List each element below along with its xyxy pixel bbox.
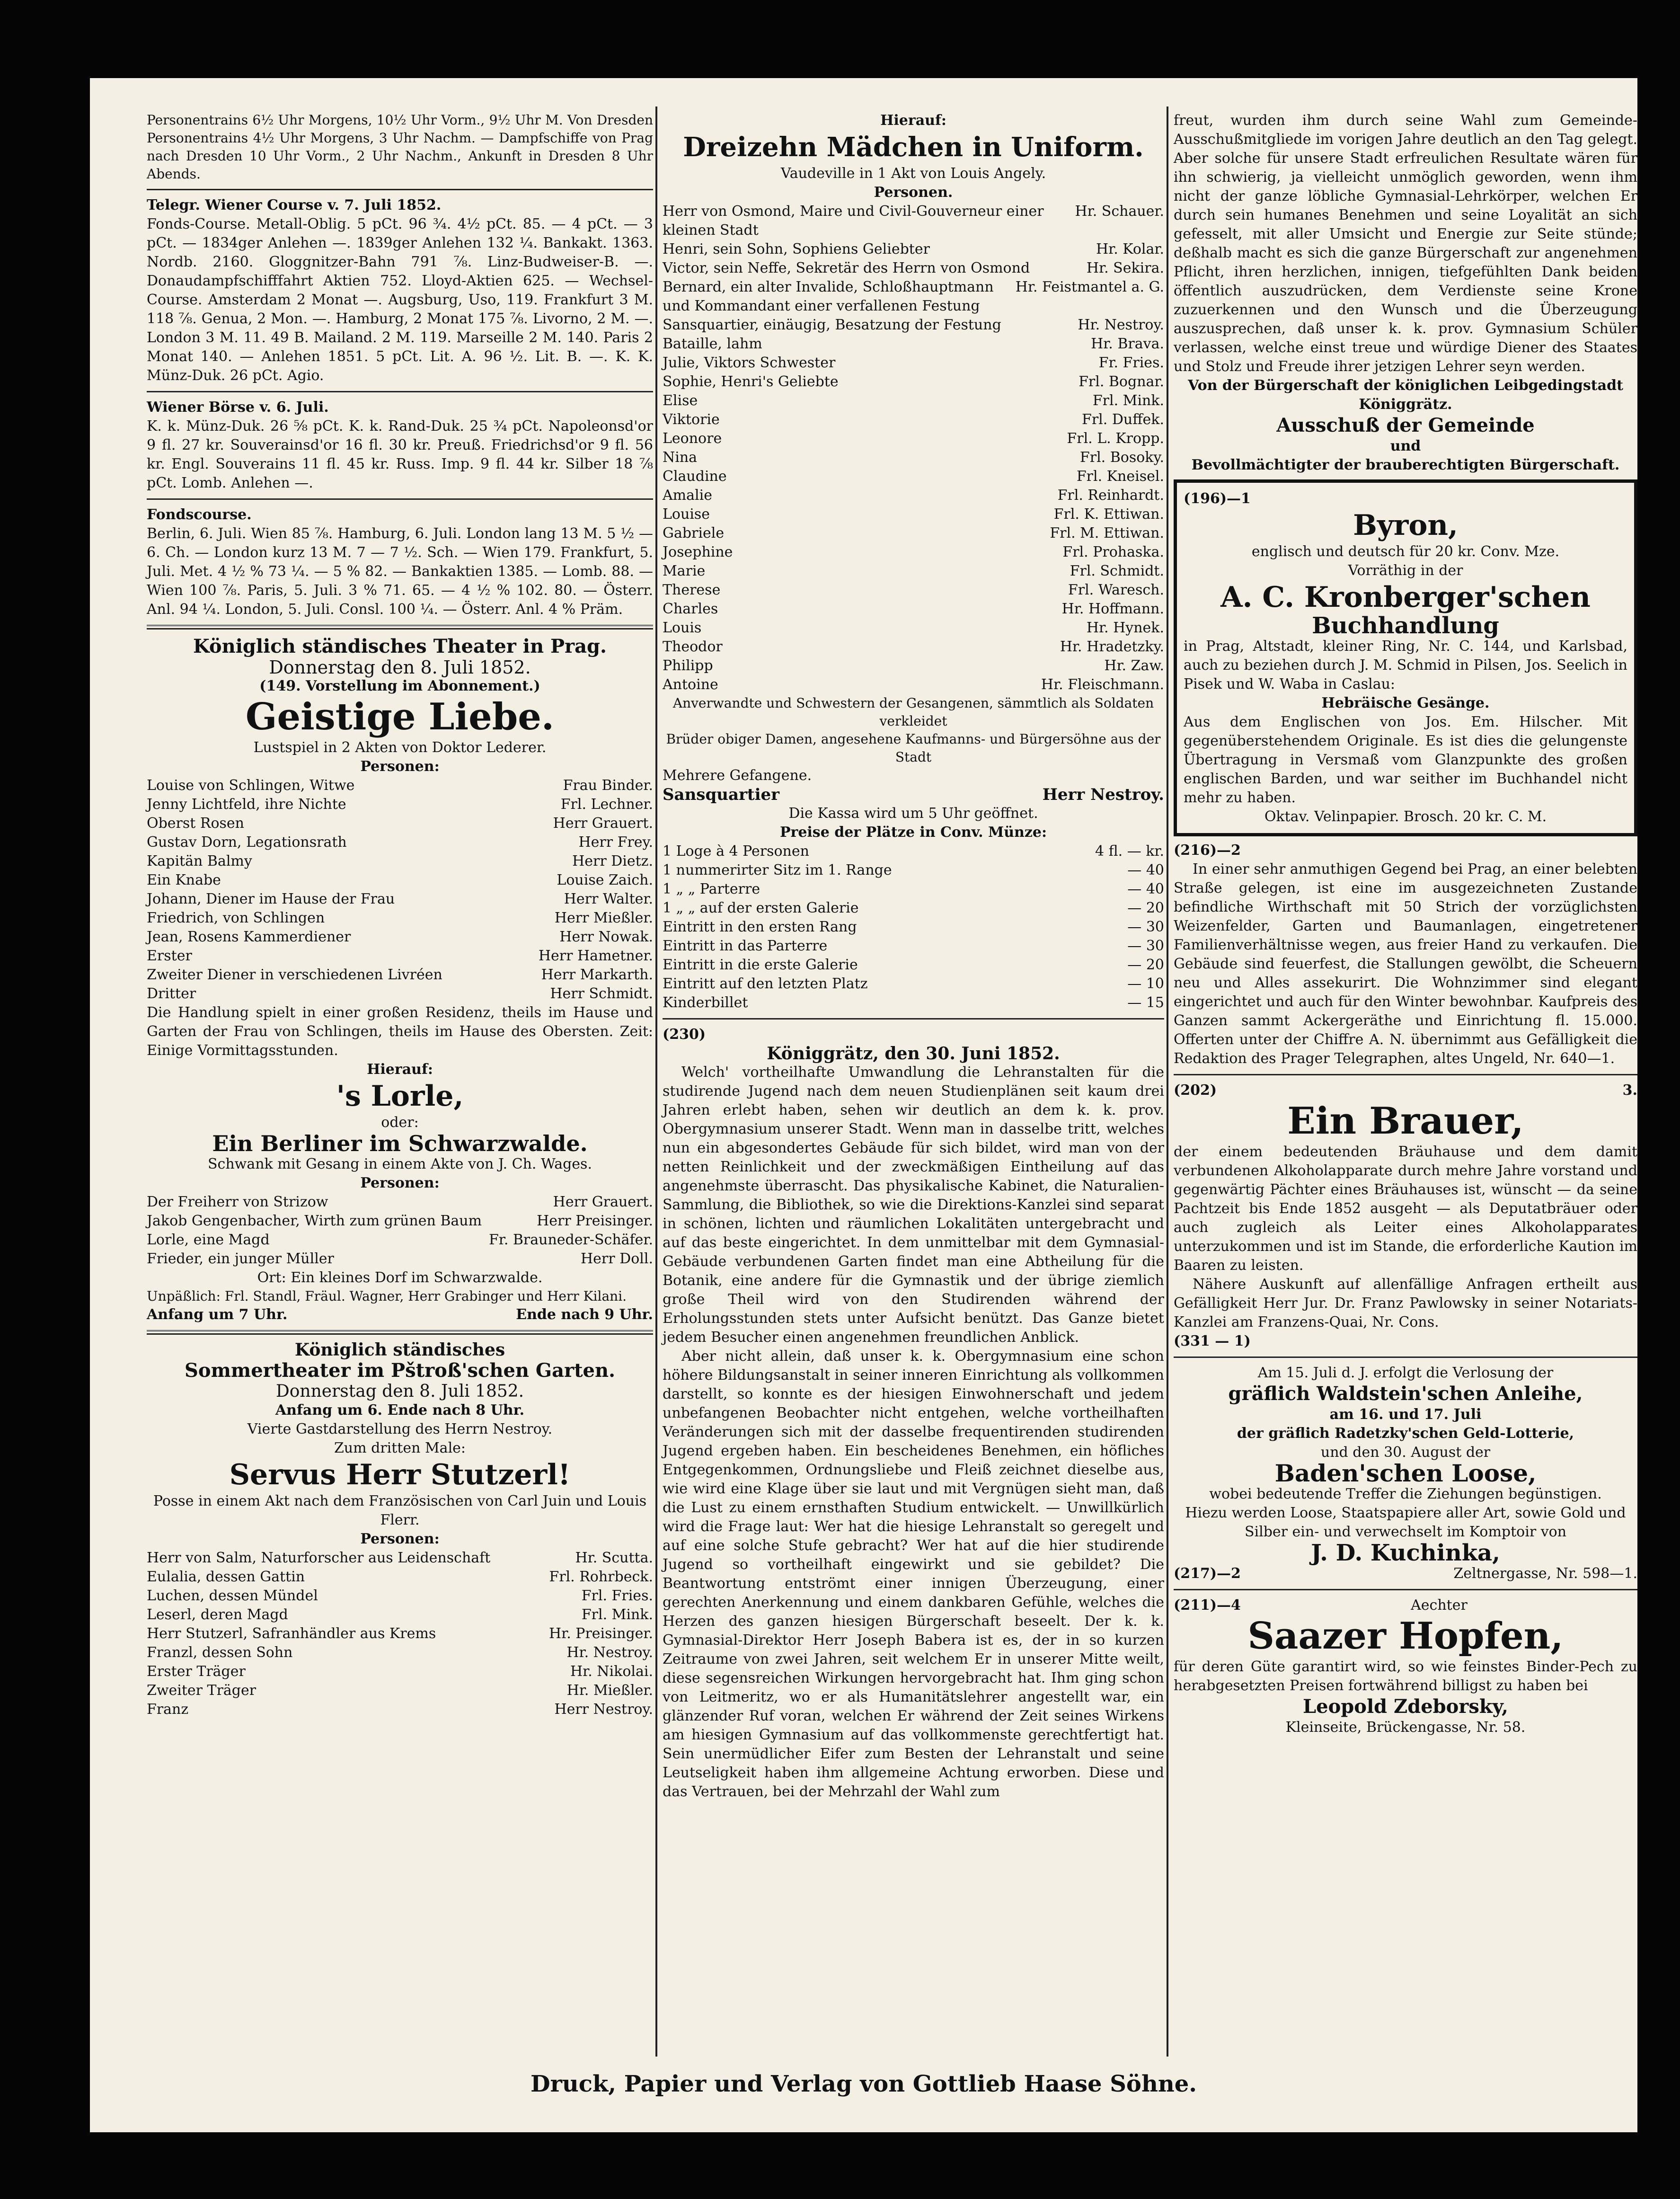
hebr-text: Aus dem Englischen von Jos. Em. Hilscher. Mit gegenüberstehendem Originale. Es ist dies die gelungenste Übertragung in Versmaß vom Glanzpunkte des großen englischen Barden, und war seither im Buchhandel nicht mehr zu haben. [1184, 714, 1627, 806]
zdeborsky-address: Kleinseite, Brückengasse, Nr. 58. [1285, 1719, 1526, 1736]
cast-row-label: Marie [663, 563, 706, 579]
ad202-header [1174, 1081, 1637, 1100]
cast-row-value: Hr. Hynek. [1086, 620, 1164, 636]
kuchinka-row [1174, 1564, 1637, 1583]
cast-row [663, 391, 1164, 410]
col2-cast-note2: Brüder obiger Damen, angesehene Kaufmanns- und Bürgersöhne aus der Stadt [666, 731, 1161, 765]
cast-row-value: Herr Hametner. [538, 948, 653, 964]
cast-row-label: Franzl, dessen Sohn [147, 1644, 293, 1661]
lotto-line-4: der gräflich Radetzky'schen Geld-Lotterie, [1237, 1425, 1574, 1442]
hebr-foot: Oktav. Velinpapier. Brosch. 20 kr. C. M. [1264, 808, 1547, 825]
lotto-line-7: wobei bedeutende Treffer die Ziehungen begünstigen. [1209, 1486, 1602, 1502]
cast-row [663, 410, 1164, 429]
hebr-title: Hebräische Gesänge. [1321, 695, 1490, 711]
cast-row-label: Gustav Dorn, Legationsrath [147, 834, 347, 851]
cast-row [663, 448, 1164, 467]
col3-signed-by: Von der Bürgerschaft der königlichen Leibgedingstadt Königgrätz. [1188, 377, 1623, 413]
play3-personen: Personen: [360, 1531, 440, 1547]
col2-personen: Personen. [874, 184, 953, 201]
cast-row-value: Fr. Fries. [1098, 355, 1164, 371]
byron-ad-box [1174, 479, 1637, 836]
ad217-number: (217)—2 [1174, 1565, 1241, 1582]
cast-row [147, 928, 653, 947]
cast-row-value: Hr. Nikolai. [570, 1663, 653, 1680]
cast-row-value: Hr. Nestroy. [566, 1644, 653, 1661]
price-row-value: — 30 [1127, 938, 1164, 954]
play1-personen: Personen: [360, 758, 440, 775]
cast-row-label: Antoine [663, 676, 718, 693]
cast-row-label: Philipp [663, 657, 713, 674]
buchhandlung-title: Buchhandlung [1312, 612, 1499, 639]
cast-row-label: Jakob Gengenbacher, Wirth zum grünen Baum [147, 1213, 482, 1229]
cast-row [663, 505, 1164, 524]
summer-date: Donnerstag den 8. Juli 1852. [275, 1382, 524, 1401]
kuchinka-name: J. D. Kuchinka, [1311, 1540, 1500, 1566]
price-row-value: — 20 [1127, 957, 1164, 973]
play1-subtitle: Lustspiel in 2 Akten von Doktor Lederer. [253, 739, 547, 756]
col2-sansq-row [663, 785, 1164, 804]
price-row-label: Eintritt in den ersten Rang [663, 919, 857, 935]
byron-ad-number: (196)—1 [1184, 490, 1251, 507]
cast-row-value: Hr. Brava. [1091, 336, 1164, 352]
summer-time: Anfang um 6. Ende nach 8 Uhr. [275, 1402, 525, 1419]
cast-row [663, 524, 1164, 543]
cast-row [663, 354, 1164, 372]
col2-article-title: Königgrätz, den 30. Juni 1852. [767, 1044, 1060, 1064]
cast-row-value: Herr Schmidt. [550, 985, 653, 1002]
ad211-number: (211)—4 [1174, 1597, 1241, 1614]
price-row-value: — 15 [1127, 994, 1164, 1011]
lotto-line-1: Am 15. Juli d. J. erfolgt die Verlosung der [1257, 1365, 1554, 1381]
col3-ausschuss: Ausschuß der Gemeinde [1276, 414, 1535, 436]
theater-date: Donnerstag den 8. Juli 1852. [269, 657, 531, 678]
play2-cast-list [147, 1193, 653, 1268]
col2-play-subtitle: Vaudeville in 1 Akt von Louis Angely. [780, 165, 1046, 182]
price-row-value: — 40 [1127, 862, 1164, 878]
summer-title-2: Sommertheater im Pštroß'schen Garten. [185, 1359, 615, 1382]
cast-row [147, 1231, 653, 1250]
cast-row [147, 909, 653, 928]
cast-row [663, 656, 1164, 675]
cast-row [147, 776, 653, 795]
col2-kassa: Die Kassa wird um 5 Uhr geöffnet. [788, 805, 1038, 822]
col2-sansq: Sansquartier [663, 785, 780, 804]
cast-row-label: Viktorie [663, 411, 720, 428]
ad202-n: 3. [1622, 1082, 1637, 1099]
cast-row [147, 1568, 653, 1587]
cast-row-label: Gabriele [663, 525, 725, 541]
col2-preise-title: Preise der Plätze in Conv. Münze: [779, 824, 1047, 841]
col3-und: und [1390, 438, 1421, 454]
price-row [663, 899, 1164, 918]
cast-row-value: Hr. Hradetzky. [1060, 638, 1164, 655]
price-row-value: 4 fl. — kr. [1095, 843, 1164, 860]
cast-row-value: Herr Grauert. [553, 815, 653, 832]
cast-row-label: Herr von Salm, Naturforscher aus Leidenschaft [147, 1550, 491, 1566]
cast-row-value: Hr. Mießler. [566, 1682, 653, 1699]
play3-title: Servus Herr Stutzerl! [229, 1458, 571, 1491]
byron-vorrathig: Vorräthig in der [1348, 562, 1463, 579]
cast-row-value: Herr Preisinger. [537, 1213, 653, 1229]
cast-row [663, 202, 1164, 240]
price-row-value: — 20 [1127, 900, 1164, 916]
fonds-text: Berlin, 6. Juli. Wien 85 ⅞. Hamburg, 6. Juli. London lang 13 M. 5 ½ — 6. Ch. — London kurz 13 M. 7 — 7 ½. Sch. — Wien 179. Frankfurt, 5. Juli. Met. 4 ½ % 73 ¼. — 5 % 82. — Bankaktien 1385. — Lomb. 88. — Wien 100 ⅞. Paris, 5. Juli. 3 % 71. 65. — 4 ½ % 102. 80. — Österr. Anl. 94 ¼. London, 5. Juli. Consl. 100 ¼. — Österr. Anl. 4 % Präm. [147, 525, 653, 618]
cast-row-value: Hr. Sekira. [1086, 260, 1164, 276]
cast-row-label: Frieder, ein junger Müller [147, 1250, 334, 1267]
kronberger-title: A. C. Kronberger'schen [1220, 581, 1591, 614]
column-rule-1 [655, 106, 657, 2057]
cast-row [663, 467, 1164, 486]
cast-row [147, 795, 653, 814]
col2-nebst: Mehrere Gefangene. [663, 767, 812, 784]
hopfen-text: für deren Güte garantirt wird, so wie feinstes Binder-Pech zu herabgesetzten Preisen fortwährend billigst zu haben bei [1174, 1658, 1637, 1694]
cast-row-value: Hr. Feistmantel a. G. [1015, 279, 1164, 295]
brauer-title: Ein Brauer, [1287, 1100, 1524, 1143]
cast-row [147, 1549, 653, 1568]
play2-hierauf: Hierauf: [367, 1061, 433, 1078]
lotto-line-5: und den 30. August der [1320, 1444, 1491, 1461]
play2-personen: Personen: [360, 1175, 440, 1191]
play2-subtitle: Ein Berliner im Schwarzwalde. [212, 1131, 588, 1156]
cast-row-label: Amalie [663, 487, 712, 504]
ad202-number: (202) [1174, 1082, 1217, 1099]
cast-row-value: Hr. Schauer. [1075, 203, 1164, 220]
col2-article-p2: Aber nicht allein, daß unser k. k. Obergymnasium eine schon höhere Bildungsanstalt in seiner inneren Einrichtung als vollkommen darstellt, so konnte es der hiesigen Einwohnerschaft und jedem unbefangenen Beobachter nicht entgehen, welche vortheilhaften Veränderungen sich mit der dasselbe frequentirenden studirenden Jugend ergeben haben. Ein bescheidenes Benehmen, ein höfliches Entgegenkommen, Ordnungsliebe und Fleiß zeichnet dieselbe aus, wie wird eine Klage über sie laut und mit Vergnügen sieht man, daß die Lust zu einem ernsthaften Studium entwickelt. — Unwillkürlich wird die Frage laut: Wer hat die hiesige Lehranstalt so geregelt und auf eine solche Stufe gebracht? Wer hat auf die hier studirende Jugend so vortheilhaft eingewirkt und sie gebildet? Die Beantwortung entströmt einer innigen Überzeugung, einer gerechten Anerkennung und einem dankbaren Gefühle, welches die Herzen des ganzen hiesigen Bürgerschaft beseelt. Der k. k. Gymnasial-Direktor Herr Joseph Babera ist es, der in so kurzen Zeitraume von zwei Jahren, seit welchem Er in unserer Mitte weilt, diese segensreichen Wirkungen hervorgebracht hat. Ihm ging schon von Leitmeritz, wo er als Humanitätslehrer angestellt war, ein glänzender Ruf voran, welchen Er während der Zeit seines Wirkens am hiesigen Gymnasium auf das vollkommenste gerechtfertigt hat. Sein unermüdlicher Eifer zum Besten der Lehranstalt und seine Leutseligkeit haben ihm allgemeine Achtung erworben. Diese und das Vertrauen, bei der Mehrzahl der Wahl zum [663, 1348, 1164, 1800]
cast-row-label: Herr von Osmond, Maire und Civil-Gouverneur einer kleinen Stadt [663, 203, 1044, 239]
cast-row-value: Frl. Kneisel. [1076, 468, 1164, 485]
wiener-course-title: Telegr. Wiener Course v. 7. Juli 1852. [147, 197, 442, 213]
cast-row-label: Louise von Schlingen, Witwe [147, 777, 355, 794]
price-row [663, 993, 1164, 1012]
cast-row-value: Herr Markarth. [541, 966, 653, 983]
ende-time: Ende nach 9 Uhr. [516, 1306, 653, 1323]
aechter: Aechter [1411, 1597, 1468, 1614]
col2-play-title: Dreizehn Mädchen in Uniform. [683, 132, 1144, 163]
cast-row [147, 1624, 653, 1643]
byron-sub: englisch und deutsch für 20 kr. Conv. Mze. [1251, 543, 1560, 560]
cast-row [147, 852, 653, 871]
cast-row-label: Leonore [663, 430, 722, 447]
cast-row-value: Hr. Kolar. [1096, 241, 1164, 257]
cast-row-value: Hr. Hoffmann. [1061, 601, 1164, 617]
col2-hierauf: Hierauf: [880, 112, 946, 129]
anfang-time: Anfang um 7 Uhr. [147, 1306, 288, 1323]
cast-row [663, 638, 1164, 656]
ad216-number: (216)—2 [1174, 842, 1241, 859]
cast-row [663, 240, 1164, 259]
lotto-line-3: am 16. und 17. Juli [1329, 1406, 1482, 1423]
cast-row-value: Louise Zaich. [557, 872, 653, 888]
price-row-label: 1 „ „ Parterre [663, 881, 760, 897]
cast-row [663, 372, 1164, 391]
cast-row-value: Frl. Duffek. [1082, 411, 1164, 428]
price-row-label: 1 „ „ auf der ersten Galerie [663, 900, 859, 916]
cast-row-value: Herr Dietz. [572, 853, 653, 869]
col3-article-cont: freut, wurden ihm durch seine Wahl zum Gemeinde-Ausschußmitgliede im vorigen Jahre deutlich an den Tag gelegt. Aber solche für unsere Stadt erfreulichen Resultate wären für ihn schwierig, ja vielleicht unmöglich geworden, wenn ihm nicht der ganze löbliche Gymnasial-Lehrkörper, welchen Er durch sein humanes Benehmen und seine Loyalität an sich gefesselt, mit aller Umsicht und Energie zur Seite stünde; deßhalb macht es sich die ganze Bürgerschaft zur angenehmen Pflicht, ihren herzlichen, innigen, tiefgefühlten Dank beiden öffentlich auszudrücken, dem Verdienste seine Krone zuzuerkennen und den Wunsch und die Überzeugung auszusprechen, daß unser k. k. prov. Gymnasium Schüler verlassen, welche einst treue und würdige Diener des Staates und Stolz und Freude ihrer jetzigen Lehrer seyn werden. [1174, 112, 1637, 375]
cast-row [147, 1605, 653, 1624]
cast-row [663, 543, 1164, 562]
play2-description: Schwank mit Gesang in einem Akte von J. Ch. Wages. [207, 1156, 592, 1172]
cast-row [663, 316, 1164, 335]
play2-oder: oder: [381, 1114, 419, 1131]
summer-title: Königlich ständisches [294, 1340, 505, 1360]
col3-bevoll: Bevollmächtigter der brauberechtigten Bürgerschaft. [1191, 457, 1620, 473]
play2-extra: Unpäßlich: Frl. Standl, Fräul. Wagner, Herr Grabinger und Herr Kilani. [147, 1288, 627, 1304]
cast-row-label: Elise [663, 392, 698, 409]
col2-ad-number: (230) [663, 1026, 706, 1043]
cast-row-value: Hr. Fleischmann. [1041, 676, 1164, 693]
cast-row-label: Therese [663, 582, 721, 598]
cast-row [147, 1587, 653, 1605]
cast-row-value: Frl. Mink. [581, 1606, 653, 1623]
cast-row-label: Zweiter Träger [147, 1682, 256, 1699]
buchhandlung-address: in Prag, Altstadt, kleiner Ring, Nr. C. 144, und Karlsbad, auch zu beziehen durch J. M. Schmid in Pilsen, Jos. Seelich in Pisek und W. Waba in Caslau: [1184, 638, 1627, 692]
cast-row-value: Frl. Waresch. [1068, 582, 1164, 598]
summer-dritten: Zum dritten Male: [334, 1440, 466, 1456]
cast-row-label: Erster [147, 948, 192, 964]
byron-title: Byron, [1353, 509, 1458, 542]
col2-cast-list [663, 202, 1164, 694]
cast-row-label: Claudine [663, 468, 727, 485]
cast-row-value: Frl. Rohrbeck. [549, 1569, 653, 1585]
brauer-text: der einem bedeutenden Bräuhause und dem damit verbundenen Alkoholapparate durch mehre Jahre vorstand und gegenwärtig Pächter eines Bräuhauses ist, wünscht — da seine Pachtzeit bis Ende 1852 ausgeht — als Deputatbräuer oder auch zugleich als Leiter eines Alkoholapparates unterzukommen und ist im Stande, die erforderliche Kaution im Baaren zu leisten. [1174, 1144, 1637, 1274]
cast-row-label: Oberst Rosen [147, 815, 245, 832]
play3-cast-list [147, 1549, 653, 1719]
cast-row [147, 833, 653, 852]
cast-row-value: Frl. Bosoky. [1079, 449, 1164, 466]
cast-row-label: Der Freiherr von Strizow [147, 1194, 328, 1210]
cast-row-label: Sophie, Henri's Geliebte [663, 373, 839, 390]
cast-row [663, 486, 1164, 505]
theater-performance: (149. Vorstellung im Abonnement.) [259, 678, 540, 694]
price-row-value: — 40 [1127, 881, 1164, 897]
cast-row-value: Hr. Scutta. [575, 1550, 653, 1566]
cast-row [147, 1681, 653, 1700]
price-row-label: 1 Loge à 4 Personen [663, 843, 809, 860]
cast-row [663, 562, 1164, 581]
column-left [147, 111, 653, 1719]
cast-row-label: Sansquartier, einäugig, Besatzung der Festung [663, 317, 1001, 333]
column-middle [663, 111, 1164, 1801]
cast-row [147, 1643, 653, 1662]
fonds-title: Fondscourse. [147, 506, 252, 523]
cast-row-value: Herr Walter. [564, 891, 653, 907]
play2-ort: Ort: Ein kleines Dorf im Schwarzwalde. [257, 1269, 543, 1286]
cast-row-label: Johann, Diener im Hause der Frau [147, 891, 395, 907]
price-row [663, 956, 1164, 975]
cast-row-label: Theodor [663, 638, 723, 655]
brauer-text-2: Nähere Auskunft auf allenfällige Anfragen ertheilt aus Gefälligkeit Herr Jur. Dr. Franz Pawlowsky in seiner Notariats-Kanzlei am Franzens-Quai, Nr. Cons. [1174, 1276, 1637, 1330]
cast-row-value: Frl. Schmidt. [1070, 563, 1164, 579]
col2-article-p1: Welch' vortheilhafte Umwandlung die Lehranstalten für die studirende Jugend nach dem neuen Studienplänen seit kaum drei Jahren erlebt haben, sehen wir deutlich an dem k. k. prov. Obergymnasium unserer Stadt. Wenn man in dasselbe tritt, welches nun ein abgesondertes Gebäude für sich bildet, wird man von der netten Reinlichkeit und der zweckmäßigen Eintheilung auf das angenehmste überrascht. Das physikalische Kabinet, die Naturalien-Sammlung, die Bibliothek, so wie die Direktions-Kanzlei sind separat in schönen, lichten und räumlichen Lokalitäten untergebracht und auf das beste eingerichtet. In dem unmittelbar mit dem Gymnasial-Gebäude verbundenen Garten findet man eine Abtheilung für die Botanik, eine andere für die Gymnastik und der übrige ziemlich große Theil wird von den Studirenden während der Erholungsstunden stets unter Aufsicht benützt. Das Ganze bietet jedem Besucher einen angenehmen freundlichen Anblick. [663, 1064, 1164, 1346]
price-row-label: 1 nummerirter Sitz im 1. Range [663, 862, 892, 878]
cast-row-label: Kapitän Balmy [147, 853, 252, 869]
play1-note: Die Handlung spielt in einer großen Residenz, theils im Hause und Garten der Frau von Schlingen, theils im Hause des Obersten. Zeit: Einige Vormittagsstunden. [147, 1004, 653, 1059]
kuchinka-address: Zeltnergasse, Nr. 598—1. [1453, 1565, 1637, 1582]
cast-row-value: Frl. Mink. [1092, 392, 1164, 409]
cast-row-value: Herr Nowak. [559, 929, 653, 945]
cast-row-label: Luchen, dessen Mündel [147, 1587, 318, 1604]
cast-row [663, 581, 1164, 600]
cast-row-value: Frl. Reinhardt. [1057, 487, 1164, 504]
cast-row-label: Lorle, eine Magd [147, 1232, 270, 1248]
cast-row-label: Bataille, lahm [663, 336, 762, 352]
cast-row [663, 335, 1164, 354]
cast-row [147, 1212, 653, 1231]
cast-row-value: Fr. Brauneder-Schäfer. [488, 1232, 653, 1248]
cast-row [663, 278, 1164, 316]
cast-row [663, 429, 1164, 448]
hopfen-title: Saazer Hopfen, [1247, 1614, 1564, 1658]
play1-cast-list [147, 776, 653, 1003]
cast-row-label: Herr Stutzerl, Safranhändler aus Krems [147, 1625, 436, 1642]
cast-row [147, 1700, 653, 1719]
cast-row-value: Frl. Bognar. [1079, 373, 1164, 390]
price-row-value: — 30 [1127, 919, 1164, 935]
cast-row-label: Erster Träger [147, 1663, 246, 1680]
price-row-label: Eintritt in die erste Galerie [663, 957, 858, 973]
cast-row-value: Hr. Nestroy. [1078, 317, 1164, 333]
cast-row [663, 259, 1164, 278]
cast-row-label: Leserl, deren Magd [147, 1606, 288, 1623]
price-row [663, 937, 1164, 956]
cast-row-value: Frau Binder. [563, 777, 653, 794]
play-times [147, 1305, 653, 1324]
price-row [663, 918, 1164, 937]
cast-row-label: Dritter [147, 985, 196, 1002]
cast-row-label: Ein Knabe [147, 872, 221, 888]
cast-row [147, 1662, 653, 1681]
cast-row-value: Frl. Lechner. [560, 796, 653, 813]
cast-row-value: Frl. K. Ettiwan. [1053, 506, 1164, 523]
price-row-label: Eintritt in das Parterre [663, 938, 828, 954]
play1-title: Geistige Liebe. [245, 695, 555, 738]
cast-row [147, 871, 653, 890]
cast-row [147, 814, 653, 833]
lotto-line-8: Hiezu werden Loose, Staatspapiere aller Art, sowie Gold und Silber ein- und verwechselt im Komptoir von [1185, 1505, 1626, 1540]
cast-row-label: Henri, sein Sohn, Sophiens Geliebter [663, 241, 930, 257]
cast-row-label: Julie, Viktors Schwester [663, 355, 836, 371]
cast-row-value: Herr Doll. [581, 1250, 653, 1267]
cast-row-label: Charles [663, 601, 718, 617]
boerse-text: K. k. Münz-Duk. 26 ⅝ pCt. K. k. Rand-Duk. 25 ¾ pCt. Napoleonsd'or 9 fl. 27 kr. Souverainsd'or 16 fl. 30 kr. Preuß. Friedrichsd'or 9 fl. 56 kr. Engl. Souverains 11 fl. 45 kr. Russ. Imp. 9 fl. 44 kr. Silber 18 ⅞ pCt. Lomb. Anlehen —. [147, 418, 653, 491]
cast-row-value: Hr. Preisinger. [548, 1625, 653, 1642]
cast-row [147, 984, 653, 1003]
zdeborsky-name: Leopold Zdeborsky, [1303, 1695, 1508, 1718]
cast-row [147, 947, 653, 966]
cast-row-label: Friedrich, von Schlingen [147, 910, 325, 926]
cast-row-label: Louis [663, 620, 702, 636]
cast-row-label: Victor, sein Neffe, Sekretär des Herrn von Osmond [663, 260, 1030, 276]
imprint-footer: Druck, Papier und Verlag von Gottlieb Haase Söhne. [530, 2071, 1197, 2097]
price-row [663, 861, 1164, 880]
play3-subtitle: Posse in einem Akt nach dem Französischen von Carl Juin und Louis Flerr. [153, 1493, 647, 1528]
price-row [663, 880, 1164, 899]
cast-row-value: Frl. L. Kropp. [1067, 430, 1164, 447]
cast-row-value: Herr Mießler. [554, 910, 653, 926]
cast-row-label: Louise [663, 506, 710, 523]
cast-row-value: Frl. M. Ettiwan. [1050, 525, 1164, 541]
cast-row [147, 966, 653, 984]
col2-cast-note1: Anverwandte und Schwestern der Gesangenen, sämmtlich als Soldaten verkleidet [672, 695, 1154, 729]
col2-price-list [663, 842, 1164, 1012]
newspaper-page [90, 78, 1637, 2132]
boerse-title: Wiener Börse v. 6. Juli. [147, 399, 329, 416]
cast-row [147, 890, 653, 909]
theater-title: Königlich ständisches Theater in Prag. [193, 635, 607, 657]
cast-row-value: Frl. Prohaska. [1062, 544, 1164, 560]
play2-title: 's Lorle, [336, 1080, 464, 1113]
cast-row-value: Herr Nestroy. [554, 1701, 653, 1718]
ad211-row [1174, 1596, 1637, 1615]
ad216-text: In einer sehr anmuthigen Gegend bei Prag, an einer belebten Straße gelegen, ist eine im ausgezeichneten Zustande befindliche Wirthschaft mit 50 Strich der vorzüglichsten Weizenfelder, Garten und Baumanlagen, eingetretener Familienverhältnisse wegen, aus freier Hand zu verkaufen. Die Gebäude sind feuerfest, die Stallungen gewölbt, die Scheuern neu und Alles assekurirt. Die Wohnzimmer sind elegant eingerichtet und auch für den Winter bewohnbar. Kaufpreis des Ganzen sammt Ackergeräthe und Einrichtung fl. 15.000. Offerten unter der Chiffre A. N. übernimmt aus Gefälligkeit die Redaktion des Prager Telegraphen, altes Ungeld, Nr. 640—1. [1174, 861, 1637, 1067]
cast-row [663, 619, 1164, 638]
column-right [1174, 111, 1637, 1737]
summer-gast: Vierte Gastdarstellung des Herrn Nestroy. [247, 1421, 553, 1437]
cast-row-value: Herr Grauert. [553, 1194, 653, 1210]
cast-row-value: Hr. Zaw. [1104, 657, 1164, 674]
cast-row-value: Herr Frey. [578, 834, 653, 851]
cast-row-value: Frl. Fries. [581, 1587, 653, 1604]
price-row-label: Eintritt auf den letzten Platz [663, 975, 868, 992]
cast-row [663, 600, 1164, 619]
cast-row-label: Josephine [663, 544, 733, 560]
lotto-line-2: gräflich Waldstein'schen Anleihe, [1228, 1383, 1583, 1405]
cast-row-label: Eulalia, dessen Gattin [147, 1569, 305, 1585]
price-row [663, 842, 1164, 861]
column-rule-2 [1167, 106, 1168, 2057]
wiener-course-text: Fonds-Course. Metall-Oblig. 5 pCt. 96 ¾. 4½ pCt. 85. — 4 pCt. — 3 pCt. — 1834ger Anlehen —. 1839ger Anlehen 132 ¼. Bankakt. 1363. Nordb. 2160. Gloggnitzer-Bahn 791 ⅞. Linz-Budweiser-B. —. Donaudampfschifffahrt Aktien 752. Lloyd-Aktien 625. — Wechsel-Course. Amsterdam 2 Monat —. Augsburg, Uso, 119. Frankfurt 3 M. 118 ⅞. Genua, 2 Mon. —. Hamburg, 2 Monat 175 ⅞. Livorno, 2 M. —. London 3 M. 11. 49 B. Mailand. 2 M. 119. Marseille 2 M. 140. Paris 2 Monat 140. — Anlehen 1851. 5 pCt. Lit. A. 96 ½. Lit. B. —. K. K. Münz-Duk. 26 pCt. Agio. [147, 216, 653, 384]
cast-row-label: Bernard, ein alter Invalide, Schloßhauptmann und Kommandant einer verfallenen Festung [663, 279, 994, 314]
cast-row [663, 675, 1164, 694]
cast-row-label: Jean, Rosens Kammerdiener [147, 929, 351, 945]
price-row [663, 975, 1164, 993]
price-row-label: Kinderbillet [663, 994, 748, 1011]
cast-row [147, 1250, 653, 1268]
cast-row-label: Jenny Lichtfeld, ihre Nichte [147, 796, 346, 813]
rail-schedule: Personentrains 6½ Uhr Morgens, 10½ Uhr Vorm., 9½ Uhr M. Von Dresden Personentrains 4½ Uhr Morgens, 3 Uhr Nachm. — Dampfschiffe von Prag nach Dresden 10 Uhr Vorm., 2 Uhr Nachm., Ankunft in Dresden 8 Uhr Abends. [147, 112, 653, 182]
col2-sansq-actor: Herr Nestroy. [1042, 785, 1164, 804]
lotto-line-6: Baden'schen Loose, [1274, 1459, 1537, 1487]
ad331-number: (331 — 1) [1174, 1333, 1251, 1349]
price-row-value: — 10 [1127, 975, 1164, 992]
cast-row-label: Nina [663, 449, 698, 466]
cast-row [147, 1193, 653, 1212]
cast-row-label: Zweiter Diener in verschiedenen Livréen [147, 966, 442, 983]
cast-row-label: Franz [147, 1701, 189, 1718]
